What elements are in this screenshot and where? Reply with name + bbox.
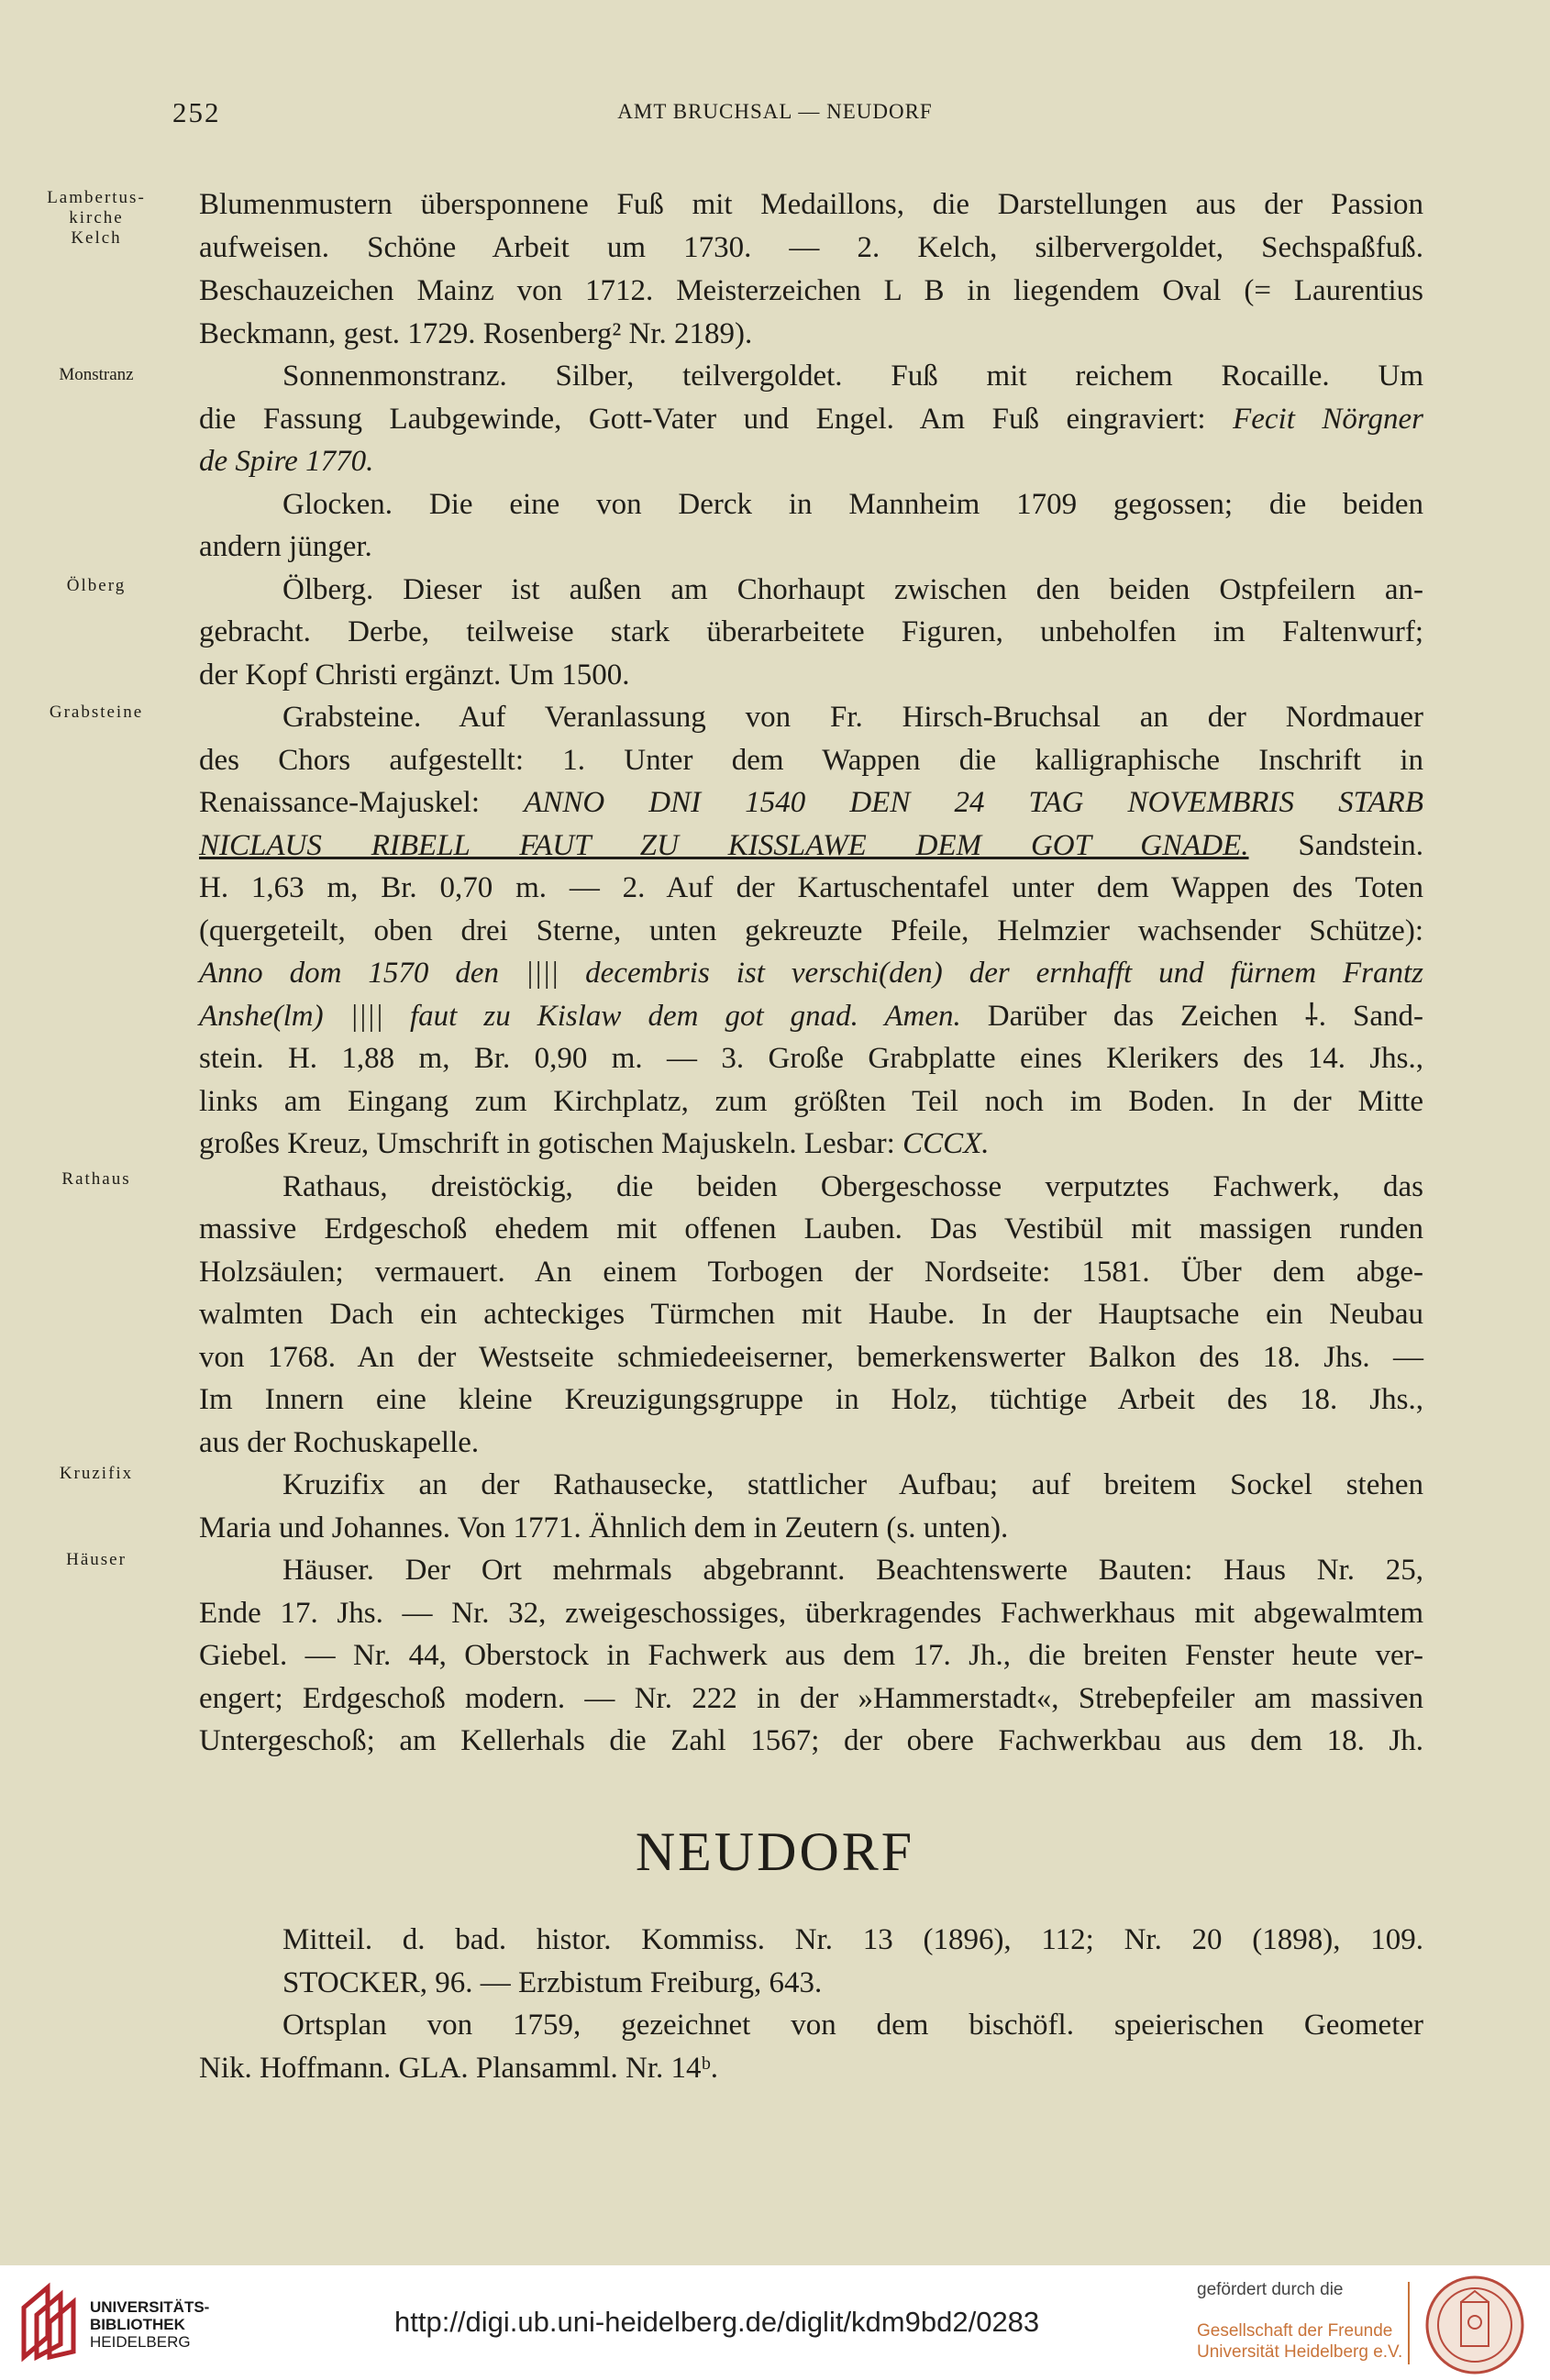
margin-note-lambertuskirche: [18, 188, 174, 249]
body-line: Sonnenmonstranz. Silber, teilvergoldet. Fuß mit reichem Rocaille. Um: [282, 360, 1423, 393]
margin-note-lambertus: Lambertus-: [47, 188, 146, 207]
literature-line: Nik. Hoffmann. GLA. Plansamml. Nr. 14ᵇ.: [199, 2052, 718, 2085]
body-line: Kruzifix an der Rathausecke, stattlicher Aufbau; auf breitem Sockel stehen: [282, 1468, 1423, 1501]
body-line: von 1768. An der Westseite schmiedeeiserner, bemerkenswerter Balkon des 18. Jhs. —: [199, 1341, 1423, 1374]
body-line: andern jünger.: [199, 530, 372, 563]
university-library-name: [90, 2298, 209, 2351]
body-line: [199, 950, 1423, 996]
body-line: [199, 438, 1423, 484]
body-text: Darüber das Zeichen ⸸. Sand-: [987, 1000, 1424, 1033]
body-line: des Chors aufgestellt: 1. Unter dem Wappen die kalligraphische Inschrift in: [199, 744, 1423, 777]
footer-divider: [1408, 2282, 1410, 2364]
page-header: [0, 96, 1550, 133]
footer-bar: [0, 2265, 1550, 2380]
body-text: Renaissance-Majuskel:: [199, 786, 481, 819]
ub-line-3: HEIDELBERG: [90, 2333, 191, 2351]
running-head: AMT BRUCHSAL — NEUDORF: [617, 100, 933, 123]
inscription-text: NICLAUS RIBELL FAUT ZU KISSLAWE DEM GOT GNADE.: [199, 829, 1249, 862]
body-line: Holzsäulen; vermauert. An einem Torbogen der Nordseite: 1581. Über dem abge-: [199, 1256, 1423, 1289]
body-line: Untergeschoß; am Kellerhals die Zahl 1567; der obere Fachwerkbau aus dem 18. Jh.: [199, 1724, 1423, 1757]
section-title: NEUDORF: [635, 1821, 915, 1882]
body-line: aus der Rochuskapelle.: [199, 1426, 480, 1459]
body-line: H. 1,63 m, Br. 0,70 m. — 2. Auf der Kartuschentafel unter dem Wappen des Toten: [199, 871, 1423, 904]
margin-note-kruzifix: Kruzifix: [59, 1464, 134, 1483]
body-line: Beschauzeichen Mainz von 1712. Meisterzeichen L B in liegendem Oval (= Laurentius: [199, 274, 1423, 307]
body-line: [199, 1121, 1423, 1167]
sponsor-name-line-1: Gesellschaft der Freunde: [1197, 2321, 1393, 2341]
body-line: walmten Dach ein achteckiges Türmchen mit Haube. In der Hauptsache ein Neubau: [199, 1298, 1423, 1331]
sponsor-name: [1197, 2320, 1402, 2363]
literature-line: Ortsplan von 1759, gezeichnet von dem bischöfl. speierischen Geometer: [282, 2009, 1423, 2042]
inscription-text: de Spire 1770.: [199, 445, 374, 478]
literature-line: STOCKER, 96. — Erzbistum Freiburg, 643.: [282, 1966, 823, 1999]
body-line: Häuser. Der Ort mehrmals abgebrannt. Beachtenswerte Bauten: Haus Nr. 25,: [282, 1554, 1423, 1587]
body-line: Glocken. Die eine von Derck in Mannheim 1709 gegossen; die beiden: [282, 488, 1423, 521]
body-line: stein. H. 1,88 m, Br. 0,90 m. — 3. Große Grabplatte eines Klerikers des 14. Jhs.,: [199, 1042, 1423, 1075]
margin-note-monstranz: Monstranz: [59, 365, 134, 384]
sponsor-name-line-2: Universität Heidelberg e.V.: [1197, 2342, 1403, 2362]
ub-line-1: UNIVERSITÄTS-: [90, 2298, 210, 2316]
margin-note-kelch: Kelch: [71, 228, 122, 248]
permalink-url[interactable]: http://digi.ub.uni-heidelberg.de/diglit/kdm9bd2/0283: [394, 2306, 1040, 2338]
body-line: Beckmann, gest. 1729. Rosenberg² Nr. 2189).: [199, 317, 753, 350]
inscription-text: CCCX.: [902, 1127, 990, 1160]
university-seal-icon: [1424, 2275, 1525, 2375]
body-text: Sandstein.: [1298, 829, 1423, 862]
body-line: (quergeteilt, oben drei Sterne, unten gekreuzte Pfeile, Helmzier wachsender Schütze):: [199, 914, 1423, 947]
body-line: [199, 823, 1423, 869]
body-text: die Fassung Laubgewinde, Gott-Vater und Engel. Am Fuß eingraviert:: [199, 403, 1206, 436]
sponsor-caption: gefördert durch die: [1197, 2280, 1344, 2299]
body-line: Rathaus, dreistöckig, die beiden Obergeschosse verputztes Fachwerk, das: [282, 1170, 1423, 1203]
margin-note-haeuser: Häuser: [66, 1550, 127, 1569]
body-line: massive Erdgeschoß ehedem mit offenen Lauben. Das Vestibül mit massigen runden: [199, 1212, 1423, 1245]
literature-line: Mitteil. d. bad. histor. Kommiss. Nr. 13 (1896), 112; Nr. 20 (1898), 109.: [282, 1923, 1423, 1956]
body-line: Blumenmustern übersponnene Fuß mit Medaillons, die Darstellungen aus der Passion: [199, 188, 1423, 221]
body-line: [199, 780, 1423, 825]
margin-note-kirche: kirche: [69, 208, 124, 227]
inscription-text: Anno dom 1570 den |||| decembris ist verschi(den) der ernhafft und fürnem Frantz: [199, 957, 1423, 990]
body-line: Ölberg. Dieser ist außen am Chorhaupt zwischen den beiden Ostpfeilern an-: [282, 573, 1423, 606]
inscription-text: ANNO DNI 1540 DEN 24 TAG NOVEMBRIS STARB: [524, 786, 1423, 819]
university-library-logo-icon: [17, 2280, 81, 2363]
body-line: Giebel. — Nr. 44, Oberstock in Fachwerk aus dem 17. Jh., die breiten Fenster heute ver-: [199, 1639, 1423, 1672]
body-line: Maria und Johannes. Von 1771. Ähnlich dem in Zeutern (s. unten).: [199, 1511, 1009, 1544]
body-line: [199, 396, 1423, 442]
body-line: aufweisen. Schöne Arbeit um 1730. — 2. Kelch, silbervergoldet, Sechspaßfuß.: [199, 231, 1423, 264]
body-line: [199, 993, 1423, 1039]
body-text: großes Kreuz, Umschrift in gotischen Majuskeln. Lesbar:: [199, 1127, 895, 1160]
body-line: Grabsteine. Auf Veranlassung von Fr. Hirsch-Bruchsal an der Nordmauer: [282, 701, 1423, 734]
body-line: gebracht. Derbe, teilweise stark überarbeitete Figuren, unbeholfen im Faltenwurf;: [199, 615, 1423, 648]
body-line: engert; Erdgeschoß modern. — Nr. 222 in der »Hammerstadt«, Strebepfeiler am massiven: [199, 1682, 1423, 1715]
margin-note-rathaus: Rathaus: [61, 1169, 131, 1189]
inscription-text: Fecit Nörgner: [1233, 403, 1424, 436]
body-line: Ende 17. Jhs. — Nr. 32, zweigeschossiges, überkragendes Fachwerkhaus mit abgewalmtem: [199, 1597, 1423, 1630]
margin-note-oelberg: Ölberg: [66, 576, 127, 595]
body-line: links am Eingang zum Kirchplatz, zum größten Teil noch im Boden. In der Mitte: [199, 1085, 1423, 1118]
page-number: 252: [172, 96, 221, 128]
inscription-text: Anshe(lm) |||| faut zu Kislaw dem got gnad. Amen.: [199, 1000, 961, 1033]
ub-line-2: BIBLIOTHEK: [90, 2316, 185, 2333]
body-line: der Kopf Christi ergänzt. Um 1500.: [199, 659, 630, 692]
body-line: Im Innern eine kleine Kreuzigungsgruppe in Holz, tüchtige Arbeit des 18. Jhs.,: [199, 1383, 1423, 1416]
margin-note-grabsteine: Grabsteine: [49, 703, 144, 722]
